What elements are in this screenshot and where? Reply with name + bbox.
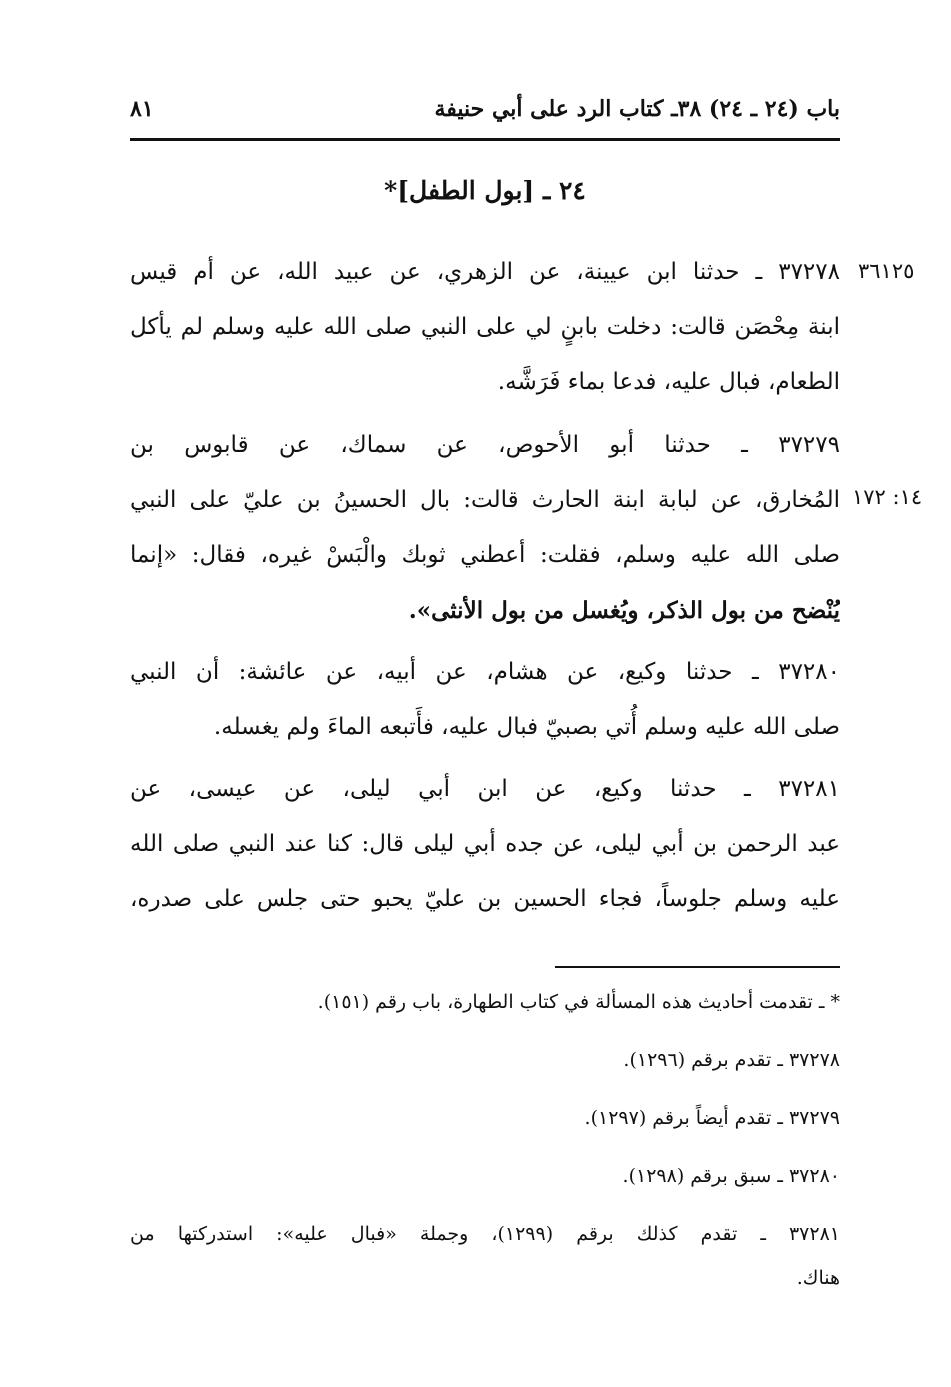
footnote: ٣٧٢٧٩ ـ تقدم أيضاً برقم (١٢٩٧). [584,1107,840,1129]
text-line: عبد الرحمن بن أبي ليلى، عن جده أبي ليلى قال: كنا عند النبي صلى الله [130,831,840,857]
text-line: ٣٧٢٨٠ ـ حدثنا وكيع، عن هشام، عن أبيه، عن عائشة: أن النبي [130,659,840,685]
hadith-37280 [130,645,840,755]
text-line: صلى الله عليه وسلم أُتي بصبيّ فبال عليه، فأَتبعه الماءَ ولم يغسله. [213,714,840,740]
page-number: ٨١ [130,96,154,122]
text-line: عليه وسلم جلوساً، فجاء الحسين بن عليّ يحبو حتى جلس على صدره، [130,886,840,912]
text-line: ابنة مِحْصَن قالت: دخلت بابنٍ لي على النبي صلى الله عليه وسلم لم يأكل [130,314,840,340]
footnote: ٣٧٢٨١ ـ تقدم كذلك برقم (١٢٩٩)، وجملة «فبال عليه»: استدركتها من [130,1223,840,1245]
chapter-title: ٢٤ ـ [بول الطفل]* [384,176,586,205]
footnote: * ـ تقدمت أحاديث هذه المسألة في كتاب الطهارة، باب رقم (١٥١). [317,991,840,1013]
margin-number-2: ١٤: ١٧٢ [852,485,923,509]
footnotes [130,980,840,1300]
text-line: ٣٧٢٧٩ ـ حدثنا أبو الأحوص، عن سماك، عن قابوس بن [130,432,840,458]
text-line: المُخارق، عن لبابة ابنة الحارث قالت: بال الحسينُ بن عليّ على النبي [130,487,840,513]
header-rule [130,138,840,141]
hadith-37278 [130,245,840,410]
text-line: الطعام، فبال عليه، فدعا بماء فَرَشَّه. [497,369,840,395]
page-header [130,96,840,136]
footnote: ٣٧٢٨٠ ـ سبق برقم (١٢٩٨). [622,1165,840,1187]
hadith-37279 [130,418,840,638]
text-line: صلى الله عليه وسلم، فقلت: أعطني ثوبك والْبَسْ غيره، فقال: «إنما [130,542,840,568]
text-line: ٣٧٢٨١ ـ حدثنا وكيع، عن ابن أبي ليلى، عن عيسى، عن [130,776,840,802]
margin-number-1: ٣٦١٢٥ [858,259,915,283]
footnote: هناك. [796,1267,840,1289]
hadith-37281 [130,762,840,927]
running-title: باب (٢٤ ـ ٢٤) ٣٨ـ كتاب الرد على أبي حنيفة [434,96,840,122]
text-line: يُنْضح من بول الذكر، ويُغسل من بول الأنثى». [408,597,840,624]
footnote: ٣٧٢٧٨ ـ تقدم برقم (١٢٩٦). [623,1049,840,1071]
footnote-rule [555,966,840,968]
text-line: ٣٧٢٧٨ ـ حدثنا ابن عيينة، عن الزهري، عن عبيد الله، عن أم قيس [130,259,840,285]
